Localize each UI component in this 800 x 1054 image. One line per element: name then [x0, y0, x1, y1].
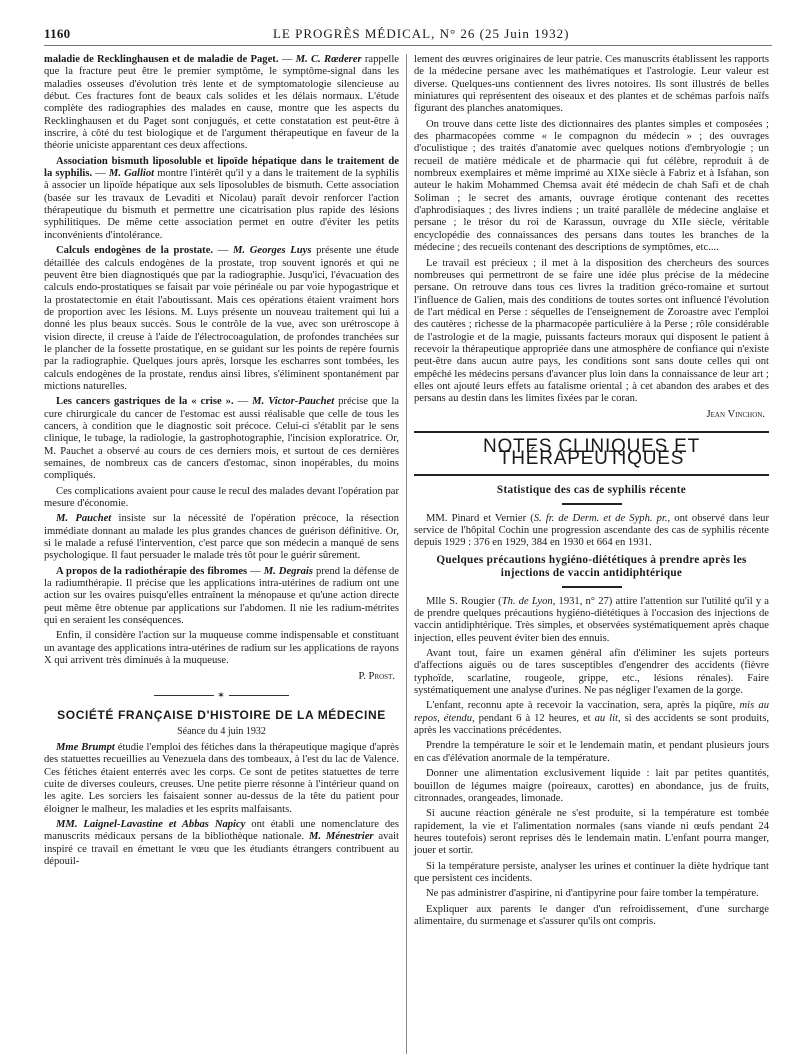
- paragraph: Si aucune réaction générale ne s'est produite, si la température est tombée rapidement, la vie et l'alimentation normales (sans viande ni œufs pendant 24 heures toutefois) seront reprises dès le lendemain matin. L'enfant pourra manger, jouer et sortir.: [414, 808, 769, 857]
- paragraph: lement des œuvres originaires de leur patrie. Ces manuscrits établissent les rapports de la médecine persane avec les mathématiques et l'astrologie. Leur valeur est diverse. Quelques-uns contiennent des livres notoires. Ils sont illustrés de belles miniatures qui représentent des oiseaux et des plantes et de schémas parfois naïfs figurant des planches anatomiques.: [414, 54, 769, 115]
- paragraph-text: si des accidents se sont produits, après les vaccinations précédentes.: [414, 712, 769, 737]
- paragraph: [44, 245, 399, 393]
- paragraph-text: Mlle S. Rougier (: [426, 595, 502, 607]
- paragraph: Enfin, il considère l'action sur la muqueuse comme indispensable et constituant un avantage des applications intra-utérines de radium sur les applications de rayons X qui arrivent très diminués à la muqueuse.: [44, 630, 399, 667]
- emphasis: au lit,: [594, 712, 621, 724]
- citation: Th. de Lyon,: [501, 595, 556, 607]
- paragraph-text: ont établi une nomenclature des manuscrits médicaux persans de la bibliothèque nationale.: [44, 818, 399, 843]
- dash: —: [233, 396, 253, 408]
- title-rule: [562, 503, 622, 505]
- paragraph: Expliquer aux parents le danger d'un refroidissement, d'une surcharge alimentaire, du surmenage et s'assurer qu'ils ont compris.: [414, 903, 769, 927]
- paragraph: On trouve dans cette liste des dictionnaires des plantes simples et composées ; des pharmacopées comme « le compagnon du médecin » ; des ouvrages d'oculistique ; des traités d'anatomie avec quelques notions d'embryologie ; un recueil de matière médicale et de pharmacie qui fut célèbre, reproduit à de nombreux exemplaires et même imprimé au XIXe siècle à Fabriz et à Isfahan, son auteur le hakim Mohammed Chemsa avait été médecin de chah Safi et de chah Soliman ; le secret des amants, ouvrage érotique contenant des recettes d'aphrodisiaques ; des livres indiens ; un traité parallèle de médecine anglaise et persane ; le trésor du roi de Karassun, ouvrage du XIIe siècle, véritable encyclopédie des connaissances des persans dans toutes les branches de la médecine ; des recueils contenant des descriptions de symptômes, etc....: [414, 118, 769, 254]
- page-header: [44, 26, 772, 46]
- citation: S. fr. de Derm. et de Syph. pr.: [533, 512, 668, 524]
- paragraph-text: MM. Pinard et Vernier (: [426, 512, 534, 524]
- two-column-body: [44, 54, 772, 1054]
- paragraph-text: précise que la cure chirurgicale du cancer de l'estomac est aussi réalisable que celle de tous les cancers, à condition que le diagnostic soit précoce. Celui-ci s'établit par le sens clinique, le tubage, la radiologie, la gastrophotographie, l'incision exploratrice. Or, M. Pauchet a observé au cours de ces derniers mois, et surtout de ces dernières semaines, de nombreux cas de cancers d'estomac, sinon inopérables, du moins compliqués.: [44, 396, 400, 482]
- paragraph: [414, 700, 769, 737]
- paragraph-text: rappelle que la fracture peut être le premier symptôme, le symptôme-signal dans les maladies osseuses d'évolution très lente et de symptomatologie silencieuse au début. Ces fractures font de beaux cals solides et les délais normaux. L'étude complète des radiographies des malades en cause, montre que les aspects du Recklinghausen et du Paget sont conjugués, et cette constatation est peut-être à inscrire, à côté du test biologique et de l'argument thérapeutique en faveur de la théorie uniciste apparentant ces deux affections.: [44, 54, 400, 152]
- dash: —: [92, 168, 109, 180]
- topic-title: maladie de Recklinghausen et de maladie de Paget.: [44, 54, 279, 65]
- author-name: Mme Brumpt: [56, 741, 115, 753]
- signature: P. Prost.: [358, 670, 395, 682]
- dash: —: [213, 245, 233, 257]
- left-column: [44, 54, 406, 1054]
- paragraph: Si la température persiste, analyser les urines et continuer la diète hydrique tant que persistent ces incidents.: [414, 860, 769, 884]
- paragraph: [44, 54, 399, 153]
- paragraph: Donner une alimentation exclusivement liquide : lait par petites quantités, bouillon de légumes maigre (poireaux, carottes) en abondance, jus de fruits, citronnades, orangeades, limonade.: [414, 768, 769, 804]
- paragraph: [414, 596, 769, 645]
- paragraph: Le travail est précieux ; il met à la disposition des chercheurs des sources nombreuses qui permettront de se faire une idée plus précise de la médecine persane. On retrouve dans tous ces livres la tradition gréco-romaine et surtout l'influence de Galien, mais des conditions de toutes sortes ont influencé l'évolution de l'art médical en Perse : séquelles de l'enseignement de Zoroastre avec l'emploi des cautères ; richesse de la pharmacopée particulière à la Perse ; rôle considérable de l'astrologie et de la magie, puissants facteurs moraux qui disposent le patient à recevoir la thérapeutique appropriée dans une atmosphère de confiance qui n'existe peut-être dans aucun autre pays, les conditions sont sans doute celles qui ont empêché les médecins persans d'avancer plus loin dans la connaissance de leur art ; elles ont ajouté leurs effets au fatalisme oriental ; à cet abandon des arabes et des persans au destin dans les limites fixées par le coran.: [414, 257, 769, 405]
- paragraph-text: prend la défense de la radiumthérapie. Il précise que les applications intra-utérines de radium ont une action sur les ovaires puisqu'elles entraînent la ménopause et qu'une action directe peut même être obtenue par applications sur l'abdomen. Il nie les radium-métrites qui en seraient les conséquences.: [44, 565, 400, 627]
- society-heading: SOCIÉTÉ FRANÇAISE D'HISTOIRE DE LA MÉDECINE: [57, 708, 386, 723]
- paragraph-text: 1931, n° 27) attire l'attention sur l'utilité qu'il y a de prendre quelques précautions hygiéno-diététiques à l'occasion des injections de vaccin antidiphtérique. Très simples, et observées systématiquement après chaque injection, elles peuvent éviter bien des ennuis.: [414, 595, 769, 644]
- signature: Jean Vinchon.: [706, 408, 765, 420]
- session-date: Séance du 4 juin 1932: [177, 725, 266, 737]
- paragraph-text: avait inspiré ce travail en émettant le vœu que les étudiants étrangers contribuent au dépouil-: [44, 831, 399, 867]
- paragraph-text: , ont observé dans leur service de l'hôpital Cochin une progression ascendante des cas de syphilis récente depuis 1929 : 376 en 1929, 384 en 1930 et 664 en 1931.: [414, 512, 769, 549]
- topic-title: Les cancers gastriques de la « crise ».: [56, 396, 234, 408]
- paragraph: [44, 396, 399, 482]
- author-name: M. C. Rœderer: [295, 54, 362, 65]
- right-column: [407, 54, 769, 1054]
- section-separator: ✶: [44, 689, 399, 701]
- topic-title: A propos de la radiothérapie des fibromes: [56, 565, 248, 577]
- paragraph-text: présente une étude détaillée des calculs endogènes de la prostate, trop souvent ignorés et qui ne peuvent être bien diagnostiqués que par la radiographie. Jusqu'ici, l'évacuation des calculs endo-prostatiques se faisait par voie périnéale ou par voie hypogastrique et la prostatectomie en était l'aboutissant. Mais ces opérations étaient vraiment hors de proportion avec les lésions. M. Luys présente un nouveau traitement qui lui a donné les plus beaux succès. Sous le contrôle de la vue, avec son urétroscope à vision directe, il creuse à l'aide de l'électrocoagulation, de profondes tranchées sur le plancher de la fossette prostatique, en se guidant sur les points de repère fournis par la radiographie. Quelques jours après, lorsque les escharres sont tombées, les calculs endogènes de la prostate, rendus ainsi libres, s'éliminent spontanément par mictions naturelles.: [44, 245, 399, 392]
- paragraph-text: L'enfant, reconnu apte à recevoir la vaccination, sera, après la piqûre,: [426, 700, 740, 712]
- paragraph: Avant tout, faire un examen général afin d'éliminer les sujets porteurs d'affections aiguës ou de tares susceptibles d'engendrer des accidents (fièvre typhoïde, scarlatine, rougeole, grippe, etc., lésions rénales). Faire systématiquement une analyse d'urines. Ne pas négliger l'examen de la gorge.: [414, 648, 769, 697]
- paragraph: [44, 156, 399, 242]
- title-rule: [562, 586, 622, 588]
- author-name: M. Victor-Pauchet: [252, 396, 335, 408]
- paragraph: [414, 513, 769, 550]
- notes-section-banner: [414, 431, 769, 476]
- paragraph-text: pendant 6 à 12 heures, et: [474, 712, 595, 724]
- author-name: M. Galliot: [108, 168, 155, 180]
- paragraph: [44, 819, 399, 868]
- article-title: Quelques précautions hygiéno-diététiques à prendre après les injections de vaccin antidiphtérique: [436, 553, 747, 579]
- dash: —: [247, 565, 264, 577]
- author-name: MM. Laignel-Lavastine et Abbas Napicy: [56, 818, 246, 830]
- topic-title: Association bismuth liposoluble et lipoïde hépatique dans le traitement de la syphilis.: [44, 155, 399, 180]
- author-name: M. Ménestrier: [308, 831, 374, 843]
- dash: —: [278, 54, 296, 65]
- article-title: Statistique des cas de syphilis récente: [496, 483, 687, 496]
- paragraph: Ne pas administrer d'aspirine, ni d'antipyrine pour faire tomber la température.: [426, 888, 759, 900]
- section-title: NOTES CLINIQUES ET THÉRAPEUTIQUES: [482, 435, 701, 470]
- paragraph-text: insiste sur la nécessité de l'opération précoce, la résection immédiate donnant au malade les plus grandes chances de guérison définitive. Or, si le malade a refusé l'intervention, c'est parce que son médecin a manqué de sens psychologique. Il faut persuader le malade très tôt pour le guérir sûrement.: [44, 513, 399, 562]
- running-title: LE PROGRÈS MÉDICAL, N° 26 (25 Juin 1932): [272, 26, 570, 41]
- paragraph: [44, 566, 399, 628]
- paragraph-text: montre l'intérêt qu'il y a dans le traitement de la syphilis à associer un lipoïde hépatique aux sels liposolubles de bismuth. Cette association (basée sur les travaux de Levaditi et Nicolau) paraît devoir renforcer l'action thérapeutique du bismuth et permettre une cicatrisation plus rapide des lésions syphilitiques. De même cette association permet en outre d'éviter les petits inconvénients d'intolérance.: [44, 168, 400, 241]
- author-name: M. Georges Luys: [232, 245, 312, 257]
- paragraph: Ces complications avaient pour cause le recul des malades devant l'opération par mesure d'économie.: [44, 485, 399, 510]
- emphasis: mis au repos, étendu,: [414, 700, 769, 724]
- paragraph-text: étudie l'emploi des fétiches dans la thérapeutique magique d'après des statuettes recueillies au Venezuela dans des tombeaux, à l'est du lac de Valence. Ces fétiches étaient enterrés avec les corps. Ce sont de petites statuettes de terre cuite de diverses couleurs, creuses. Une petite pierre résonne à l'intérieur quand on les agite. Les sorciers les faisaient sonner au-dessus de la tête du patient pour éloigner le malheur, les maladies et les esprits malfaisants.: [44, 741, 399, 815]
- author-name: M. Degrais: [263, 565, 313, 577]
- paragraph: [44, 513, 399, 562]
- paragraph: Prendre la température le soir et le lendemain matin, et pendant plusieurs jours en cas d'élévation anormale de la température.: [414, 740, 769, 764]
- topic-title: Calculs endogènes de la prostate.: [56, 245, 214, 257]
- page-number: 1160: [44, 26, 71, 41]
- paragraph: [44, 742, 399, 816]
- author-name: M. Pauchet: [56, 513, 112, 525]
